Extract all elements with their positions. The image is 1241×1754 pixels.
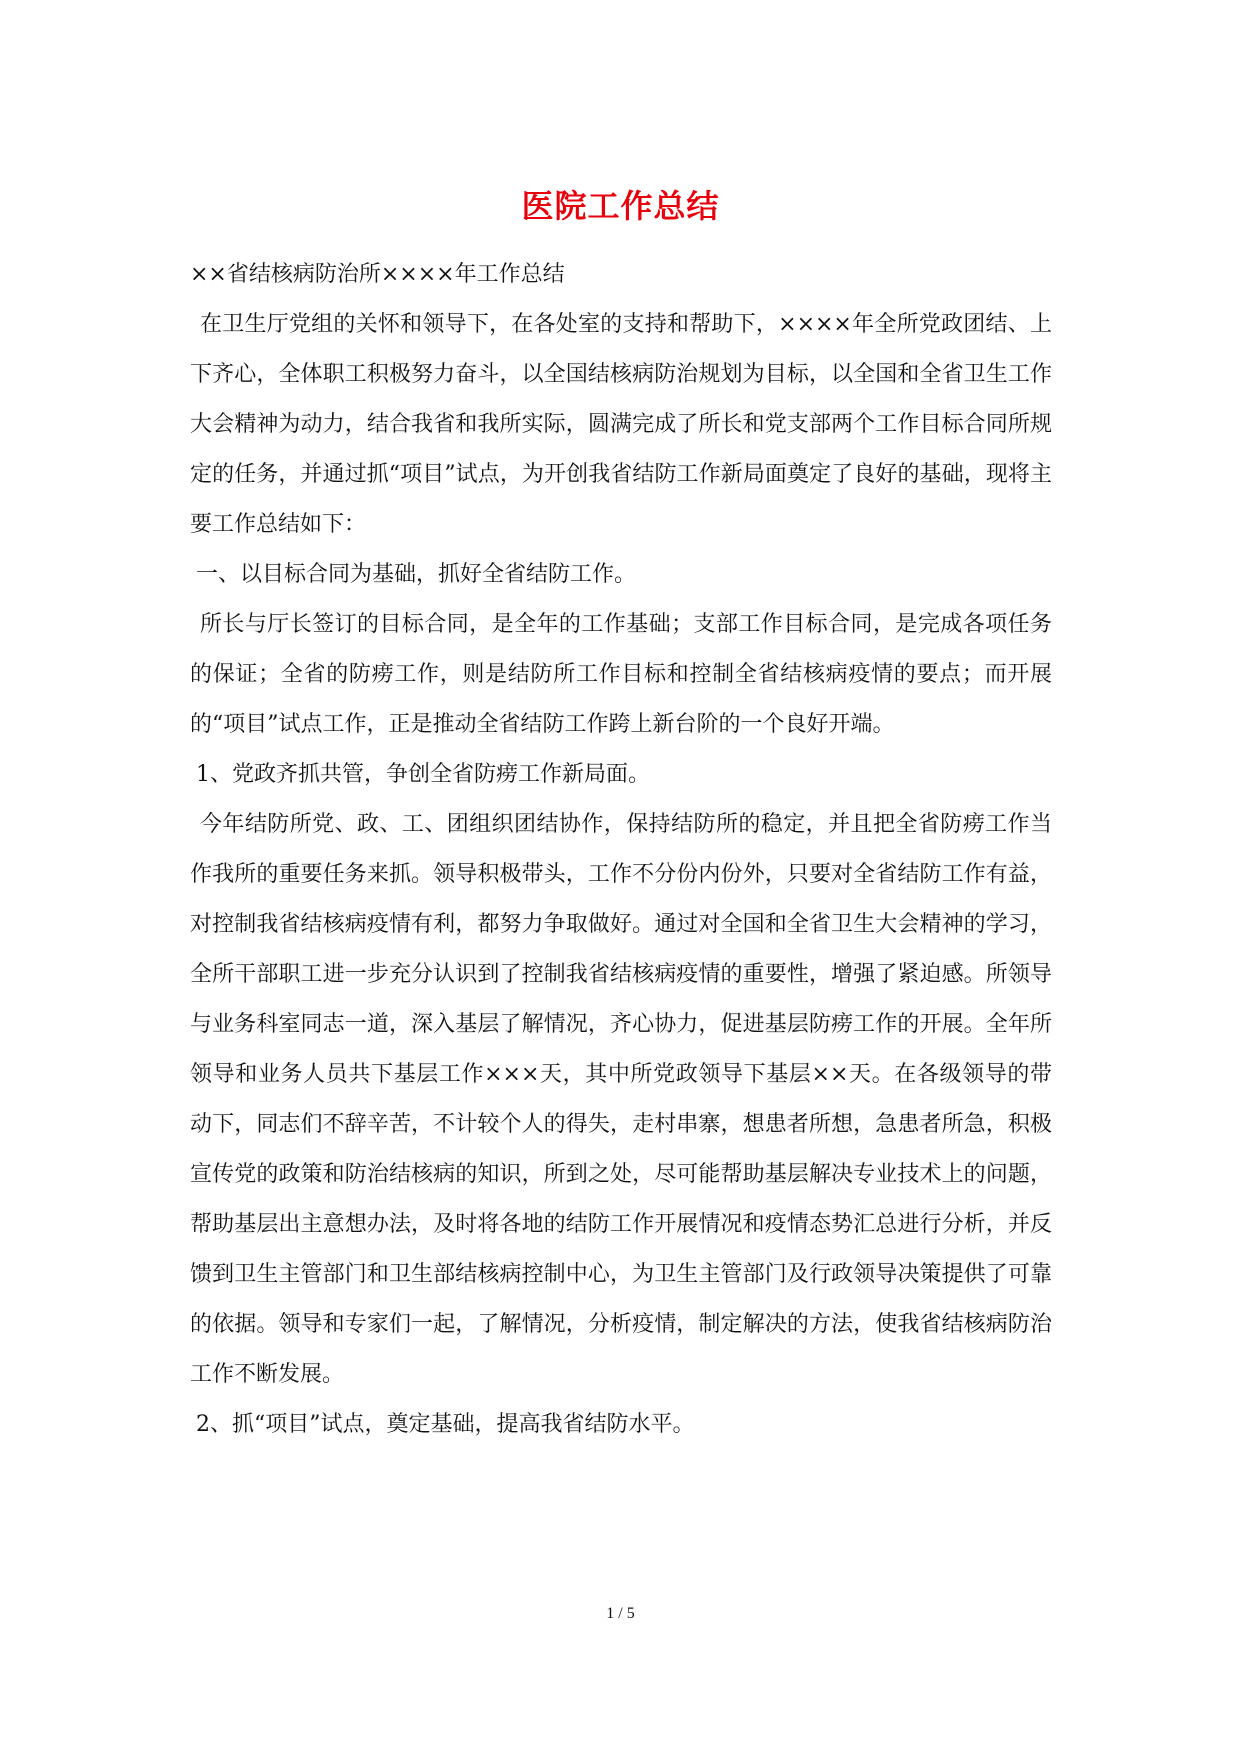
document-title: 医院工作总结 bbox=[521, 187, 720, 225]
document-subtitle: ××省结核病防治所××××年工作总结 bbox=[190, 262, 565, 287]
paragraph-intro: 在卫生厅党组的关怀和领导下，在各处室的支持和帮助下，××××年全所党政团结、上下齐心，全体职工积极努力奋斗，以全国结核病防治规划为目标，以全国和全省卫生工作大会精神为动力，结合我省和我所实际，圆满完成了所长和党支部两个工作目标合同所规定的任务，并通过抓“项目”试点，为开创我省结防工作新局面奠定了良好的基础，现将主要工作总结如下： bbox=[190, 312, 1052, 537]
subsection-heading-2: 2、抓“项目”试点，奠定基础，提高我省结防水平。 bbox=[196, 1412, 695, 1437]
page-number: 1 / 5 bbox=[606, 1605, 635, 1622]
document-body bbox=[190, 250, 1052, 1450]
subsection-heading-1: 1、党政齐抓共管，争创全省防痨工作新局面。 bbox=[196, 762, 650, 787]
paragraph-target-contract: 所长与厅长签订的目标合同，是全年的工作基础；支部工作目标合同，是完成各项任务的保证；全省的防痨工作，则是结防所工作目标和控制全省结核病疫情的要点；而开展的“项目”试点工作，正是推动全省结防工作跨上新台阶的一个良好开端。 bbox=[190, 612, 1052, 737]
section-heading-1: 一、以目标合同为基础，抓好全省结防工作。 bbox=[196, 562, 637, 587]
paragraph-party-work: 今年结防所党、政、工、团组织团结协作，保持结防所的稳定，并且把全省防痨工作当作我所的重要任务来抓。领导积极带头，工作不分份内份外，只要对全省结防工作有益，对控制我省结核病疫情有利，都努力争取做好。通过对全国和全省卫生大会精神的学习，全所干部职工进一步充分认识到了控制我省结核病疫情的重要性，增强了紧迫感。所领导与业务科室同志一道，深入基层了解情况，齐心协力，促进基层防痨工作的开展。全年所领导和业务人员共下基层工作×××天，其中所党政领导下基层××天。在各级领导的带动下，同志们不辞辛苦，不计较个人的得失，走村串寨，想患者所想，急患者所急，积极宣传党的政策和防治结核病的知识，所到之处，尽可能帮助基层解决专业技术上的问题，帮助基层出主意想办法，及时将各地的结防工作开展情况和疫情态势汇总进行分析，并反馈到卫生主管部门和卫生部结核病控制中心，为卫生主管部门及行政领导决策提供了可靠的依据。领导和专家们一起，了解情况，分析疫情，制定解决的方法，使我省结核病防治工作不断发展。 bbox=[190, 812, 1052, 1387]
